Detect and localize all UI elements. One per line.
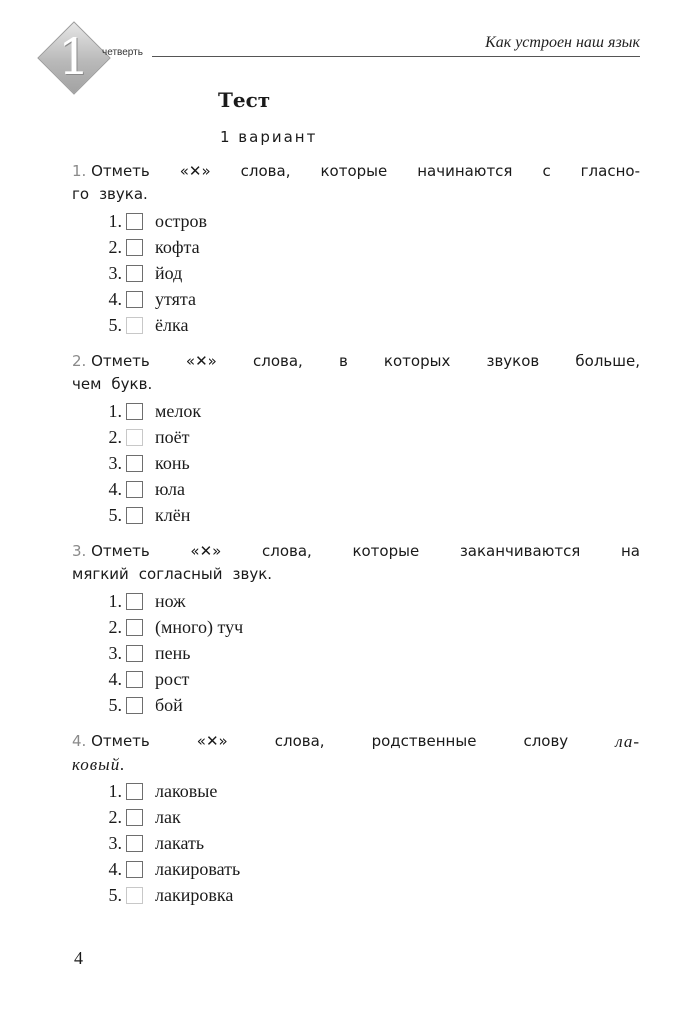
- quarter-label: четверть: [102, 47, 143, 58]
- question-word: звук.: [232, 565, 273, 583]
- page-header: [0, 0, 700, 100]
- question-text: [72, 730, 640, 776]
- answer-checkbox[interactable]: [126, 507, 143, 524]
- option-number: 5.: [108, 884, 122, 905]
- answer-checkbox[interactable]: [126, 593, 143, 610]
- option-number: 1.: [108, 400, 122, 421]
- option-number: 5.: [108, 694, 122, 715]
- option-word: остров: [155, 210, 208, 231]
- answer-option: [96, 692, 640, 718]
- answer-checkbox[interactable]: [126, 697, 143, 714]
- answer-options: [96, 208, 640, 338]
- answer-checkbox[interactable]: [126, 783, 143, 800]
- question-word: начинаются: [417, 162, 513, 180]
- header-rule-right: [420, 56, 640, 57]
- question-word: го: [72, 185, 90, 203]
- question-word: которых: [383, 352, 451, 370]
- question-word: в: [338, 352, 348, 370]
- option-word: кофта: [155, 236, 200, 257]
- answer-checkbox[interactable]: [126, 887, 143, 904]
- option-word: лак: [155, 806, 181, 827]
- question-word: букв.: [111, 375, 153, 393]
- option-word: нож: [155, 590, 186, 611]
- answer-option: [96, 882, 640, 908]
- answer-checkbox[interactable]: [126, 671, 143, 688]
- question-3: [72, 540, 640, 718]
- answer-option: [96, 398, 640, 424]
- answer-option: [96, 830, 640, 856]
- option-number: 2.: [108, 236, 122, 257]
- answer-checkbox[interactable]: [126, 809, 143, 826]
- option-number: 1.: [108, 780, 122, 801]
- option-number: 3.: [108, 262, 122, 283]
- option-number: 5.: [108, 314, 122, 335]
- answer-checkbox[interactable]: [126, 645, 143, 662]
- question-word: Отметь: [91, 732, 150, 750]
- answer-option: [96, 234, 640, 260]
- answer-options: [96, 398, 640, 528]
- answer-option: [96, 666, 640, 692]
- question-word: которые: [320, 162, 388, 180]
- question-word: ла-: [615, 732, 640, 751]
- answer-checkbox[interactable]: [126, 481, 143, 498]
- question-word: слова,: [252, 352, 303, 370]
- option-word: юла: [155, 478, 185, 499]
- option-number: 4.: [108, 668, 122, 689]
- answer-option: [96, 286, 640, 312]
- answer-options: [96, 778, 640, 908]
- question-number: 2.: [72, 352, 87, 370]
- answer-checkbox[interactable]: [126, 265, 143, 282]
- answer-option: [96, 260, 640, 286]
- answer-checkbox[interactable]: [126, 317, 143, 334]
- question-1: [72, 160, 640, 338]
- question-word: ковый.: [72, 755, 126, 774]
- question-word: заканчиваются: [459, 542, 581, 560]
- question-word: родственные: [371, 732, 477, 750]
- question-word: чем: [72, 375, 102, 393]
- answer-option: [96, 588, 640, 614]
- question-word: Отметь: [91, 542, 150, 560]
- option-word: лаковые: [155, 780, 218, 801]
- option-word: йод: [155, 262, 183, 283]
- option-number: 5.: [108, 504, 122, 525]
- question-word: на: [620, 542, 640, 560]
- question-word: которые: [352, 542, 420, 560]
- answer-option: [96, 640, 640, 666]
- option-number: 4.: [108, 288, 122, 309]
- question-word: с: [542, 162, 551, 180]
- option-number: 2.: [108, 806, 122, 827]
- option-word: (много) туч: [155, 616, 244, 637]
- answer-checkbox[interactable]: [126, 213, 143, 230]
- answer-option: [96, 208, 640, 234]
- option-word: лакировать: [155, 858, 241, 879]
- option-word: клён: [155, 504, 191, 525]
- question-word: слова,: [261, 542, 312, 560]
- option-word: поёт: [155, 426, 190, 447]
- option-number: 3.: [108, 452, 122, 473]
- answer-options: [96, 588, 640, 718]
- answer-option: [96, 312, 640, 338]
- question-word: «✕»: [190, 542, 222, 560]
- option-number: 1.: [108, 210, 122, 231]
- answer-option: [96, 424, 640, 450]
- section-topic: Как устроен наш язык: [485, 34, 640, 51]
- question-number: 4.: [72, 732, 87, 750]
- option-word: пень: [155, 642, 191, 663]
- option-word: лакировка: [155, 884, 234, 905]
- question-word: мягкий: [72, 565, 129, 583]
- question-4: [72, 730, 640, 908]
- option-number: 1.: [108, 590, 122, 611]
- question-text: [72, 160, 640, 206]
- option-number: 3.: [108, 642, 122, 663]
- answer-checkbox[interactable]: [126, 429, 143, 446]
- answer-option: [96, 856, 640, 882]
- answer-option: [96, 614, 640, 640]
- option-number: 3.: [108, 832, 122, 853]
- answer-checkbox[interactable]: [126, 291, 143, 308]
- question-word: Отметь: [91, 352, 150, 370]
- question-text: [72, 540, 640, 586]
- option-word: конь: [155, 452, 190, 473]
- answer-checkbox[interactable]: [126, 835, 143, 852]
- answer-option: [96, 450, 640, 476]
- page-number: 4: [74, 948, 83, 968]
- question-number: 1.: [72, 162, 87, 180]
- question-word: звуков: [486, 352, 540, 370]
- answer-option: [96, 804, 640, 830]
- question-word: «✕»: [185, 352, 217, 370]
- option-number: 2.: [108, 426, 122, 447]
- option-word: лакать: [155, 832, 205, 853]
- header-rule: [152, 56, 420, 57]
- question-number: 3.: [72, 542, 87, 560]
- answer-option: [96, 476, 640, 502]
- answer-option: [96, 778, 640, 804]
- question-word: Отметь: [91, 162, 150, 180]
- option-word: бой: [155, 694, 183, 715]
- answer-checkbox[interactable]: [126, 861, 143, 878]
- question-word: звука.: [99, 185, 148, 203]
- question-word: больше,: [575, 352, 640, 370]
- variant-label: 1 вариант: [220, 128, 318, 146]
- question-word: согласный: [138, 565, 223, 583]
- quarter-badge-number: 1: [58, 28, 90, 86]
- question-word: «✕»: [196, 732, 228, 750]
- answer-checkbox[interactable]: [126, 619, 143, 636]
- question-word: слову: [523, 732, 569, 750]
- question-word: слова,: [240, 162, 291, 180]
- option-number: 2.: [108, 616, 122, 637]
- option-word: утята: [155, 288, 196, 309]
- option-number: 4.: [108, 858, 122, 879]
- option-word: мелок: [155, 400, 202, 421]
- answer-checkbox[interactable]: [126, 239, 143, 256]
- option-word: ёлка: [155, 314, 189, 335]
- question-word: «✕»: [179, 162, 211, 180]
- question-2: [72, 350, 640, 528]
- page-title: Тест: [218, 88, 271, 112]
- answer-checkbox[interactable]: [126, 455, 143, 472]
- question-text: [72, 350, 640, 396]
- option-word: рост: [155, 668, 190, 689]
- answer-option: [96, 502, 640, 528]
- answer-checkbox[interactable]: [126, 403, 143, 420]
- question-word: гласно-: [580, 162, 640, 180]
- question-word: слова,: [274, 732, 325, 750]
- option-number: 4.: [108, 478, 122, 499]
